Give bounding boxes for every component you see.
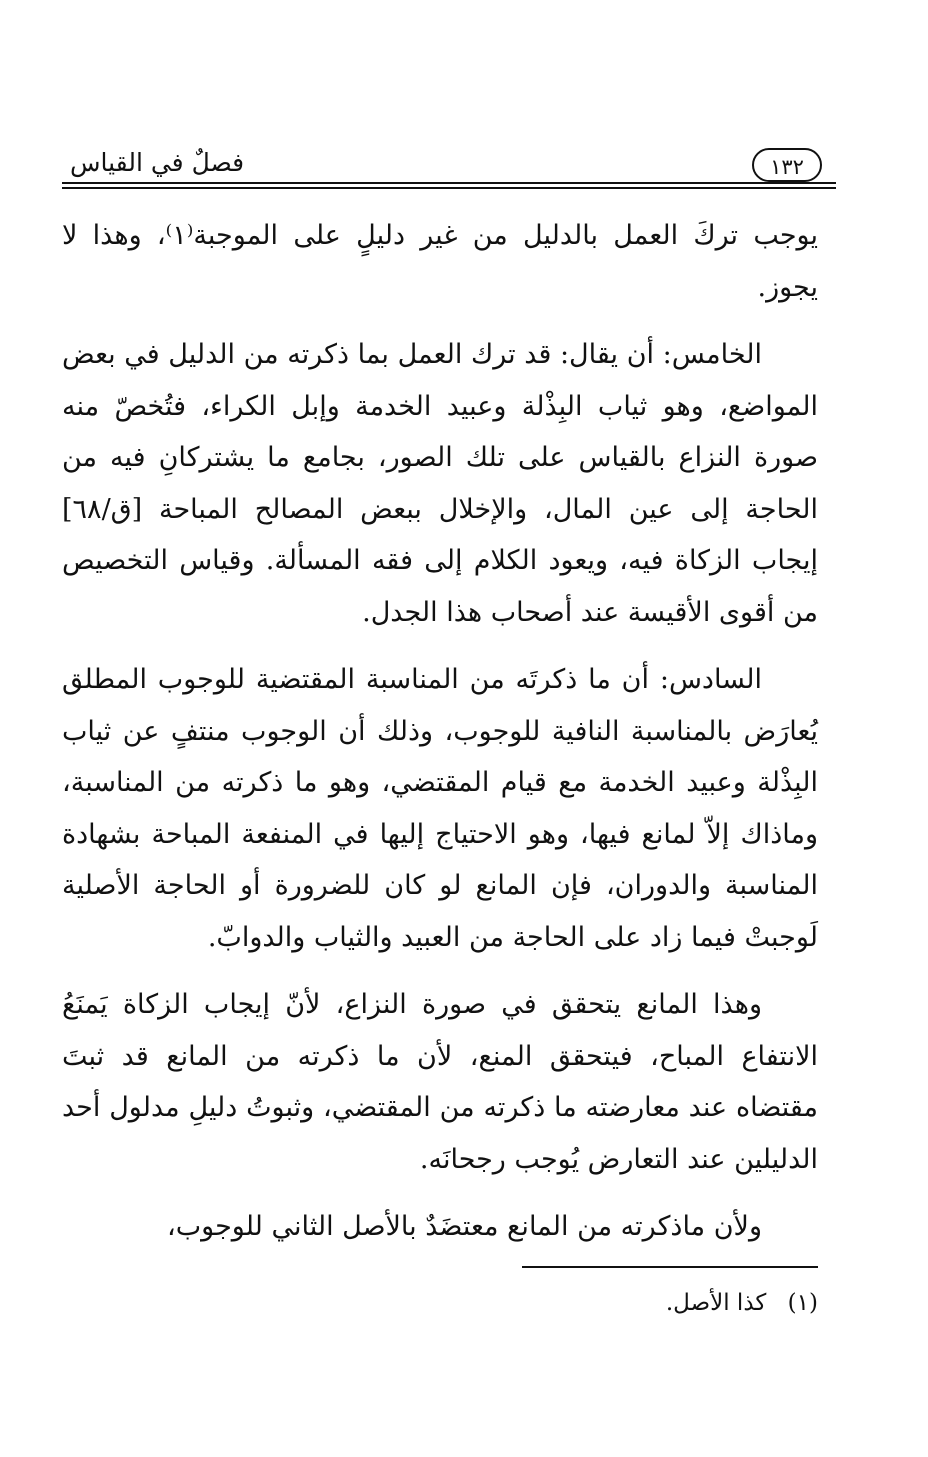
paragraph-obstacle: وهذا المانع يتحقق في صورة النزاع، لأنّ إيجاب الزكاة يَمنَعُ الانتفاع المباح، فيتحقق المنع، لأن ما ذكرته من المانع قد ثبتَ مقتضاه عند معارضته ما ذكرته من المقتضي، وثبوتُ دليلِ مدلول أحد الدليلين عند التعارض يُوجب رجحانَه. <box>62 989 818 1175</box>
footnote <box>666 1290 818 1316</box>
footnote-text: كذا الأصل. <box>665 1290 767 1316</box>
paragraph-continuation: يوجب تركَ العمل بالدليل من غير دليلٍ على الموجبة⁽١⁾، وهذا لا يجوز. <box>62 220 818 303</box>
running-title: فصلٌ في القياس <box>70 148 245 177</box>
page-number-badge: ١٣٢ <box>752 148 822 182</box>
paragraph-fifth: الخامس: أن يقال: قد ترك العمل بما ذكرته من الدليل في بعض المواضع، وهو ثياب البِذْلة وعبيد الخدمة وإبل الكراء، فتُخصّ منه صورة النزاع بالقياس على تلك الصور، بجامع ما يشتركانِ فيه من الحاجة إلى عين المال، والإخلال ببعض المصالح المباحة [ق/٦٨] إيجاب الزكاة فيه، ويعود الكلام إلى فقه المسألة. وقياس التخصيص من أقوى الأقيسة عند أصحاب هذا الجدل. <box>62 339 818 628</box>
paragraph-sixth: السادس: أن ما ذكرتَه من المناسبة المقتضية للوجوب المطلق يُعارَض بالمناسبة النافية للوجوب، وذلك أن الوجوب منتفٍ عن ثياب البِذْلة وعبيد الخدمة مع قيام المقتضي، وهو ما ذكرته من المناسبة، وماذاك إلاّ لمانع فيها، وهو الاحتياج إليها في المنفعة المباحة بشهادة المناسبة والدوران، فإن المانع لو كان للضرورة أو الحاجة الأصلية لَوجبتْ فيما زاد على الحاجة من العبيد والثياب والدوابّ. <box>62 664 818 953</box>
paragraph-last: ولأن ماذكرته من المانع معتضَدٌ بالأصل الثاني للوجوب، <box>166 1211 762 1242</box>
footnote-number: (١) <box>787 1290 818 1316</box>
footnote-separator <box>522 1266 818 1268</box>
header-rule-bottom <box>62 187 836 189</box>
header-rule-top <box>62 182 836 184</box>
page-header <box>62 140 836 190</box>
main-text <box>62 210 818 1269</box>
